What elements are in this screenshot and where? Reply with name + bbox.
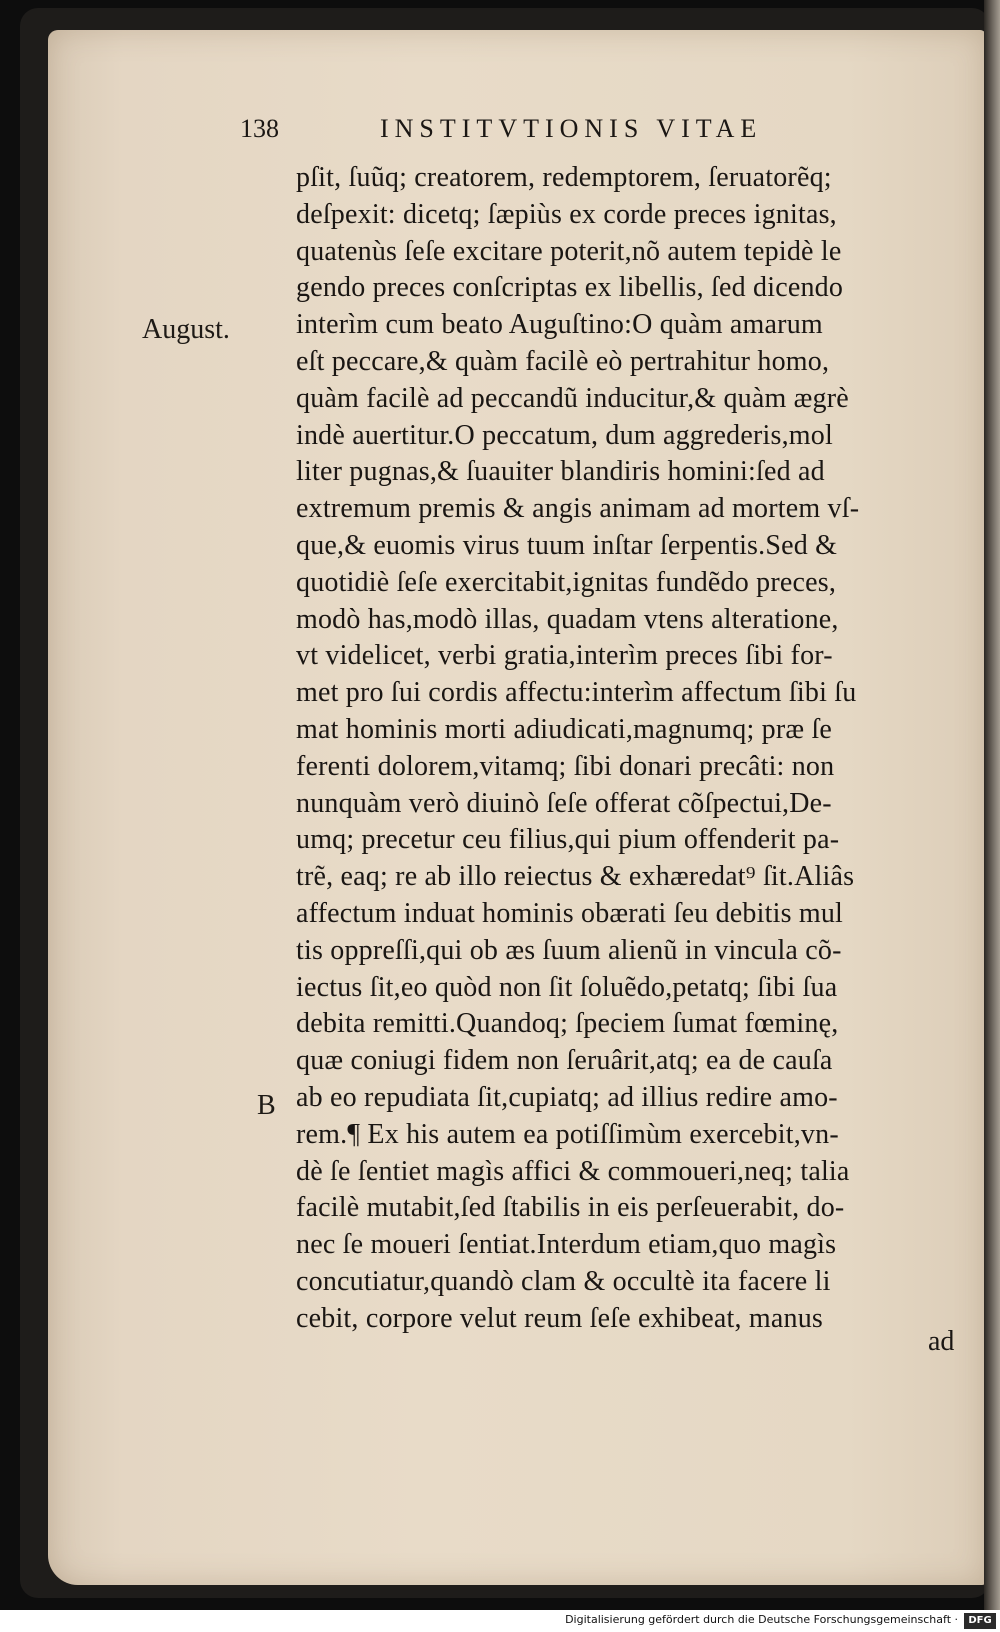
text-line: quatenùs ſeſe excitare poterit,nõ autem tepidè le <box>296 235 842 267</box>
catchword: ad <box>928 1326 955 1357</box>
text-line: nec ſe moueri ſentiat.Interdum etiam,quo magìs <box>296 1229 837 1261</box>
text-line: affectum induat hominis obærati ſeu debitis mul <box>296 897 844 929</box>
text-line: nunquàm verò diuinò ſeſe offerat cõſpectui,De- <box>296 787 832 819</box>
body-text <box>296 160 956 1338</box>
text-line: quæ coniugi fidem non ſeruârit,atq; ea de cauſa <box>296 1045 833 1077</box>
text-line: concutiatur,quandò clam & occultè ita facere li <box>296 1265 831 1297</box>
text-line: facilè mutabit,ſed ſtabilis in eis perſeuerabit, do- <box>296 1192 845 1224</box>
text-line: deſpexit: dicetq; ſæpiùs ex corde preces ignitas, <box>296 198 837 230</box>
text-line: ferenti dolorem,vitamq; ſibi donari precâti: non <box>296 750 835 782</box>
text-line: pſit, ſuũq; creatorem, redemptorem, ſeruatorẽq; <box>296 162 832 193</box>
digitization-footer <box>0 1610 1000 1632</box>
text-line: trẽ, eaq; re ab illo reiectus & exhæredat⁹ ſit.Aliâs <box>296 861 855 893</box>
text-line: interìm cum beato Auguſtino:O quàm amarum <box>296 309 823 341</box>
text-line: iectus ſit,eo quòd non ſit ſoluẽdo,petatq; ſibi ſua <box>296 971 838 1003</box>
text-line: debita remitti.Quandoq; ſpeciem ſumat fœminę, <box>296 1008 839 1040</box>
text-line: indè auertitur.O peccatum, dum aggrederis,mol <box>296 419 833 451</box>
running-title: INSTITVTIONIS VITAE <box>380 114 763 143</box>
running-header <box>240 114 880 150</box>
text-line: gendo preces conſcriptas ex libellis, ſed dicendo <box>296 272 844 304</box>
text-line: quàm facilè ad peccandũ inducitur,& quàm ægrè <box>296 382 849 414</box>
text-line: met pro ſui cordis affectu:interìm affectum ſibi ſu <box>296 677 857 709</box>
facing-page-edge <box>984 0 1000 1610</box>
text-line: umq; precetur ceu filius,qui pium offenderit pa- <box>296 824 840 856</box>
text-line: cebit, corpore velut reum ſeſe exhibeat, manus <box>296 1302 823 1334</box>
funding-credit: Digitalisierung gefördert durch die Deutsche Forschungsgemeinschaft · <box>565 1613 958 1626</box>
text-line: que,& euomis virus tuum inſtar ſerpentis.Sed & <box>296 529 838 561</box>
text-line: quotidiè ſeſe exercitabit,ignitas fundẽdo preces, <box>296 566 837 598</box>
dfg-logo-icon: DFG <box>964 1613 996 1629</box>
text-line: rem.¶ Ex his autem ea potiſſimùm exercebit,vn- <box>296 1118 839 1150</box>
text-line: dè ſe ſentiet magìs affici & commoueri,neq; talia <box>296 1155 850 1187</box>
text-line: vt videlicet, verbi gratia,interìm preces ſibi for- <box>296 640 833 672</box>
text-line: mat hominis morti adiudicati,magnumq; præ ſe <box>296 713 833 745</box>
text-line: tis oppreſſi,qui ob æs ſuum alienũ in vincula cõ- <box>296 934 842 966</box>
margin-note-b: B <box>257 1090 276 1121</box>
text-line: modò has,modò illas, quadam vtens alteratione, <box>296 603 839 635</box>
text-line: eſt peccare,& quàm facilè eò pertrahitur homo, <box>296 345 830 377</box>
text-line: extremum premis & angis animam ad mortem vſ- <box>296 493 860 525</box>
text-line: liter pugnas,& ſuauiter blandiris homini:ſed ad <box>296 456 825 488</box>
page-number: 138 <box>240 114 279 143</box>
margin-note-august: August. <box>142 314 230 345</box>
text-line: ab eo repudiata ſit,cupiatq; ad illius redire amo- <box>296 1081 838 1113</box>
